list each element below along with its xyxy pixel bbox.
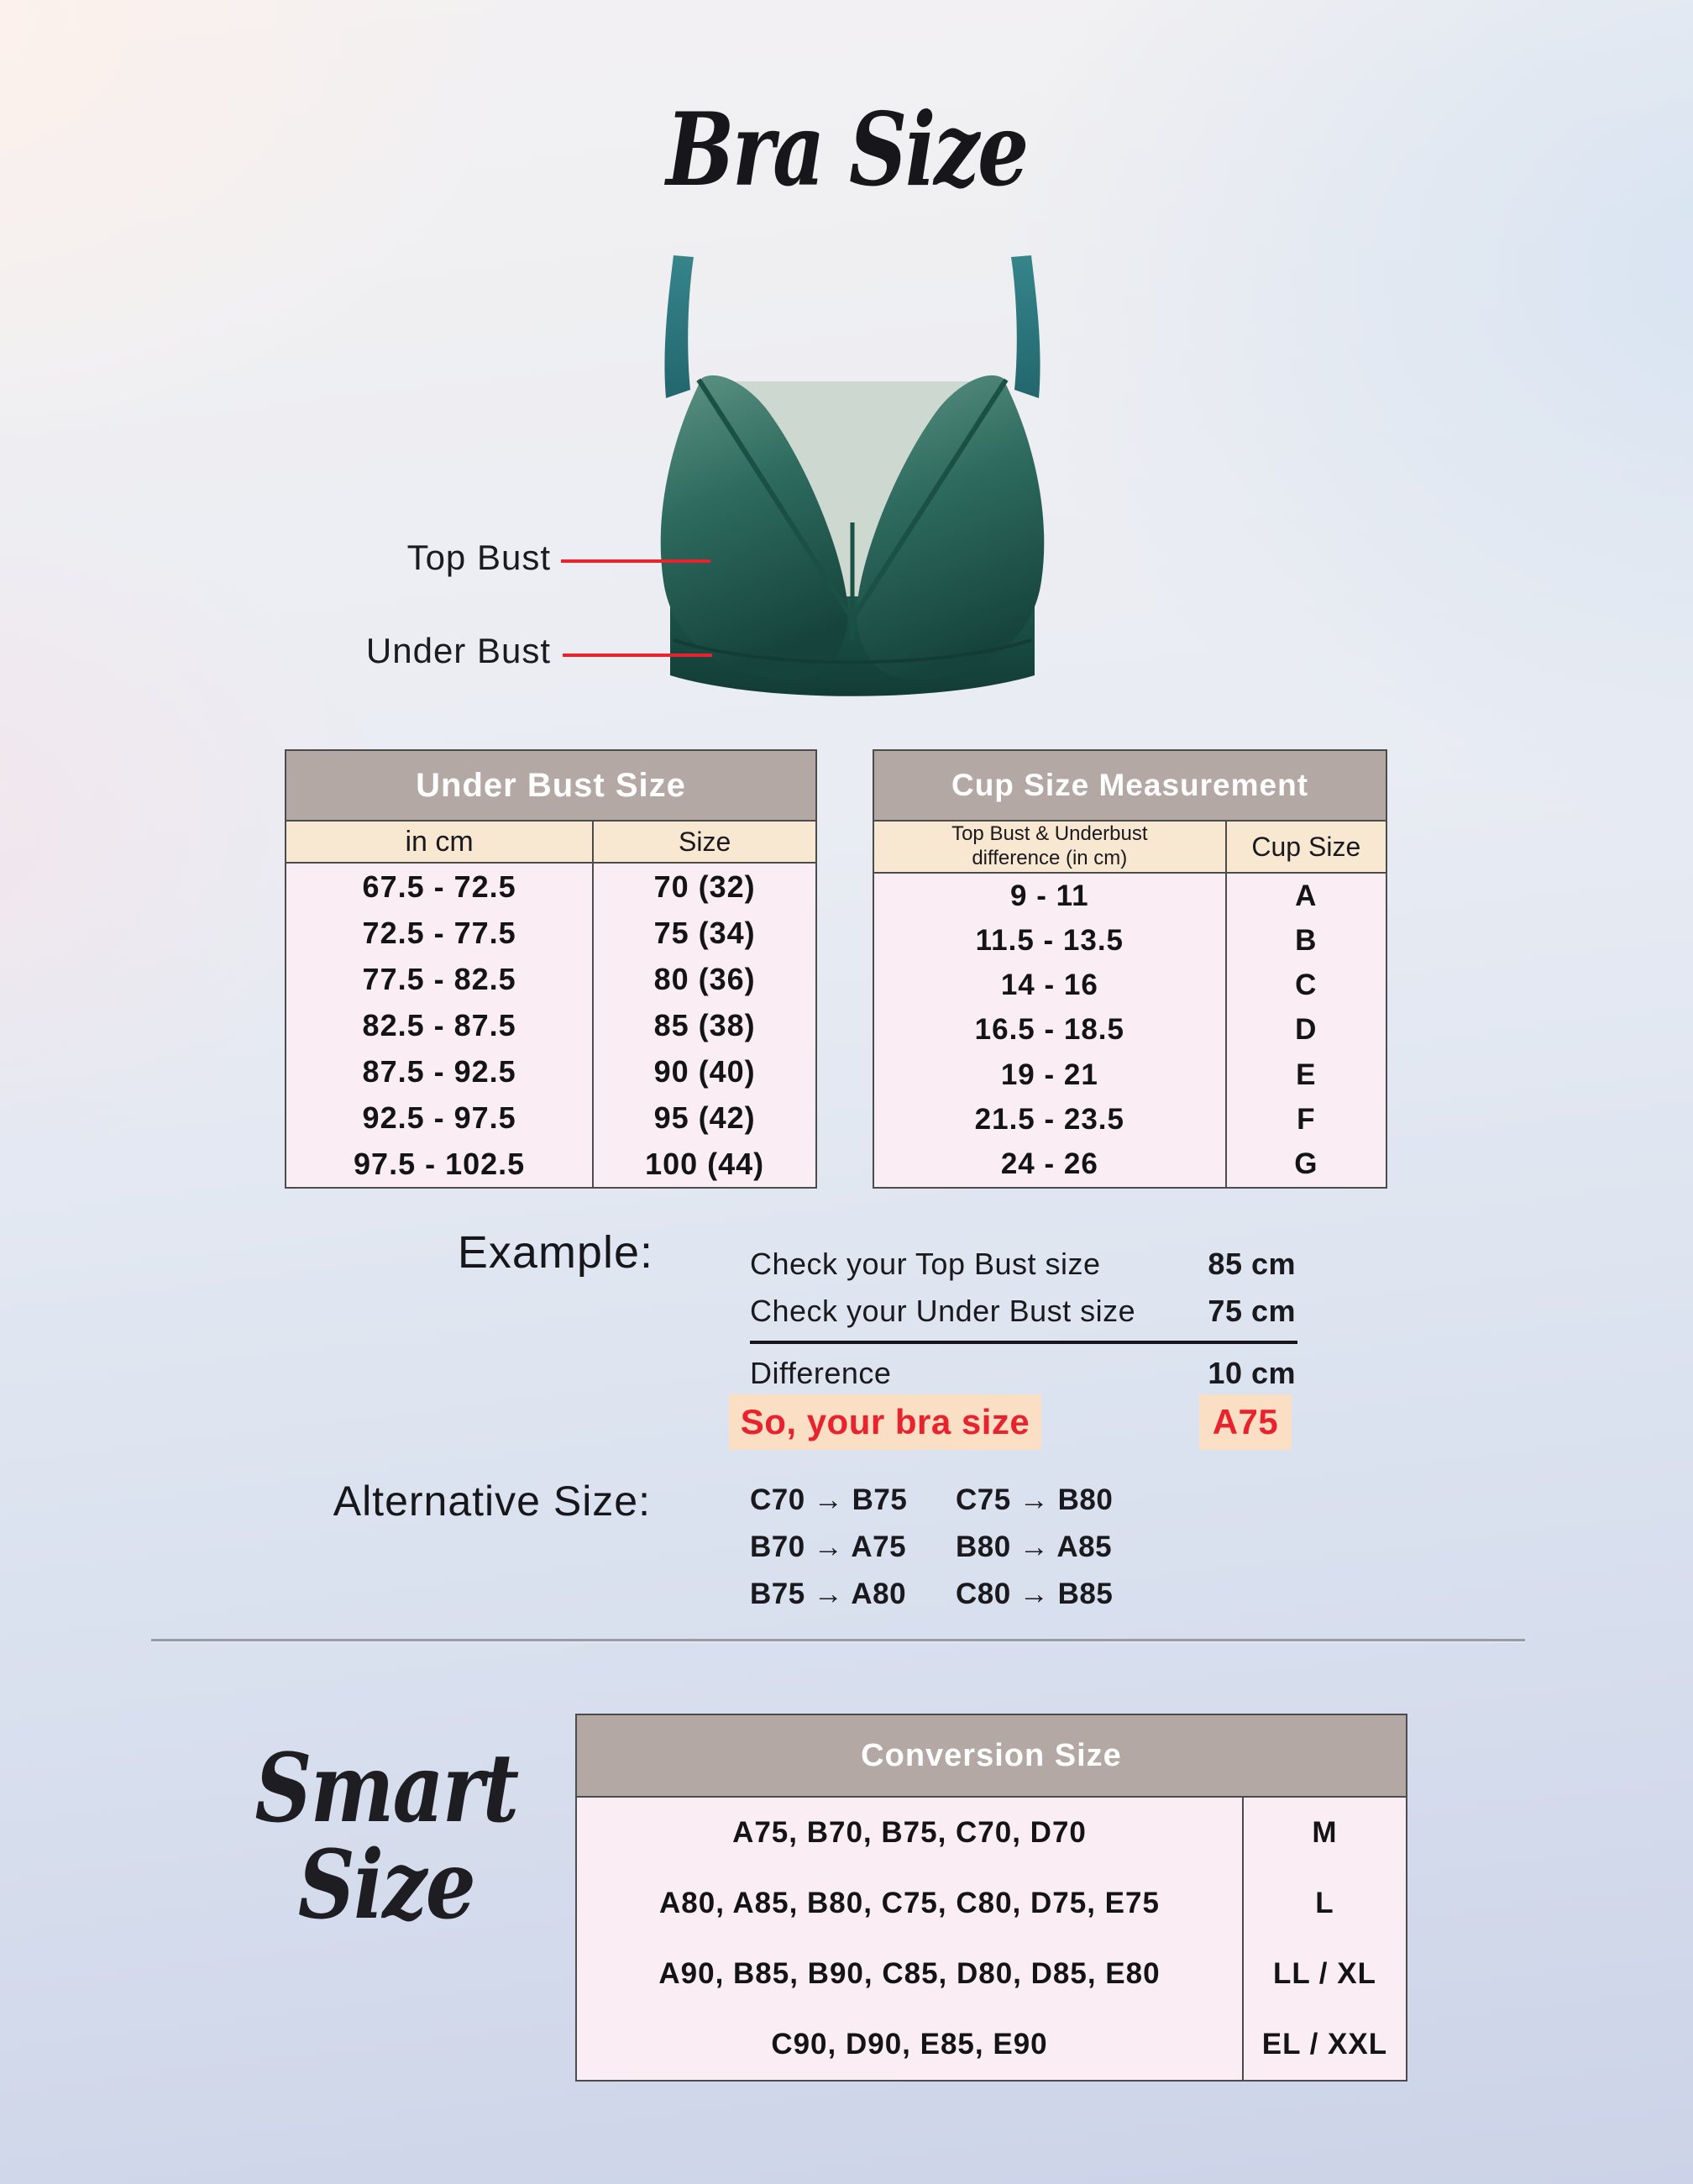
- table-cell: A80, A85, B80, C75, C80, D75, E75: [659, 1887, 1160, 1919]
- cup-size-table-title: Cup Size Measurement: [874, 751, 1386, 822]
- table-cell: 21.5 - 23.5: [974, 1103, 1124, 1137]
- alternative-size-item: C80 → B85: [956, 1578, 1114, 1610]
- table-cell: 16.5 - 18.5: [974, 1013, 1124, 1047]
- example-result-value: A75: [1199, 1394, 1292, 1450]
- table-cell: 19 - 21: [1000, 1058, 1098, 1091]
- table-cell: 85 (38): [653, 1007, 756, 1042]
- alternative-size-column-2: [956, 1477, 1113, 1618]
- example-row-top-bust: [750, 1247, 1296, 1282]
- cup-size-table-subheader: [874, 822, 1386, 874]
- table-cell: 9 - 11: [1010, 879, 1089, 912]
- cup-size-table-body: [874, 874, 1386, 1187]
- column-header-size: Size: [678, 826, 731, 857]
- table-cell: EL / XXL: [1261, 2028, 1388, 2061]
- alternative-size-item: C75 → B80: [956, 1483, 1114, 1516]
- example-row-difference: [750, 1356, 1296, 1391]
- example-row-value: 85 cm: [1208, 1247, 1296, 1281]
- under-bust-table-body: [286, 864, 815, 1187]
- column-header-cup-size: Cup Size: [1251, 831, 1361, 862]
- conversion-table-body: [577, 1798, 1406, 2080]
- alternative-size-label: Alternative Size:: [333, 1478, 651, 1525]
- table-cell: B: [1295, 923, 1318, 957]
- cup-difference-column: [874, 874, 1227, 1187]
- table-cell: 95 (42): [653, 1100, 756, 1135]
- table-cell: M: [1312, 1816, 1338, 1849]
- table-cell: LL / XL: [1272, 1957, 1376, 1990]
- table-cell: C90, D90, E85, E90: [771, 2028, 1048, 2061]
- table-cell: 100 (44): [645, 1146, 765, 1181]
- table-cell: 67.5 - 72.5: [362, 869, 516, 904]
- table-cell: A75, B70, B75, C70, D70: [732, 1816, 1087, 1849]
- top-bust-label: Top Bust: [406, 538, 551, 577]
- example-row-label: Difference: [750, 1356, 892, 1390]
- table-cell: A90, B85, B90, C85, D80, D85, E80: [658, 1957, 1161, 1990]
- example-row-label: Check your Top Bust size: [750, 1247, 1101, 1281]
- table-cell: 87.5 - 92.5: [362, 1053, 516, 1089]
- page-title: Bra Size: [666, 91, 1027, 209]
- under-bust-table-subheader: [286, 822, 815, 864]
- alternative-size-column-1: [750, 1477, 907, 1618]
- example-row-value: 75 cm: [1208, 1294, 1296, 1328]
- example-sum-rule: [750, 1341, 1297, 1344]
- table-cell: 90 (40): [653, 1053, 756, 1089]
- alternative-size-item: C70 → B75: [750, 1483, 908, 1516]
- under-bust-table-title: Under Bust Size: [286, 751, 815, 822]
- table-cell: 80 (36): [653, 961, 756, 996]
- table-cell: 70 (32): [653, 869, 756, 904]
- example-label: Example:: [457, 1227, 653, 1278]
- table-cell: E: [1296, 1058, 1317, 1091]
- bra-illustration-icon: [621, 245, 1083, 707]
- under-bust-cm-column: [286, 864, 594, 1187]
- cup-letter-column: [1227, 874, 1386, 1187]
- table-cell: 97.5 - 102.5: [354, 1146, 526, 1181]
- table-cell: 75 (34): [653, 915, 756, 950]
- example-row-under-bust: [750, 1294, 1296, 1329]
- column-header-difference: Top Bust & Underbust difference (in cm): [874, 822, 1227, 872]
- conversion-table-title: Conversion Size: [577, 1715, 1406, 1798]
- alternative-size-item: B75 → A80: [750, 1578, 907, 1610]
- alternative-size-item: B80 → A85: [956, 1530, 1113, 1563]
- table-cell: G: [1294, 1147, 1318, 1181]
- table-cell: F: [1297, 1103, 1316, 1137]
- table-cell: L: [1315, 1887, 1334, 1919]
- under-bust-size-column: [594, 864, 815, 1187]
- column-header-in-cm: in cm: [286, 822, 594, 862]
- example-result-label: So, your bra size: [729, 1394, 1041, 1450]
- table-cell: 72.5 - 77.5: [362, 915, 516, 950]
- table-cell: A: [1295, 879, 1318, 912]
- conversion-sizes-column: [577, 1798, 1244, 2080]
- table-cell: 24 - 26: [1000, 1147, 1098, 1181]
- table-cell: C: [1295, 969, 1318, 1002]
- table-cell: 82.5 - 87.5: [362, 1007, 516, 1042]
- table-cell: 77.5 - 82.5: [362, 961, 516, 996]
- cup-size-table: [873, 749, 1387, 1189]
- table-cell: 14 - 16: [1000, 969, 1098, 1002]
- smart-size-title: Smart Size: [254, 1734, 518, 1941]
- example-row-value: 10 cm: [1208, 1356, 1296, 1390]
- under-bust-pointer-line: [563, 654, 712, 657]
- section-divider: [151, 1639, 1525, 1643]
- under-bust-label: Under Bust: [365, 631, 551, 670]
- under-bust-size-table: [285, 749, 817, 1189]
- table-cell: 11.5 - 13.5: [975, 923, 1124, 957]
- table-cell: 92.5 - 97.5: [362, 1100, 516, 1135]
- conversion-labels-column: [1244, 1798, 1406, 2080]
- table-cell: D: [1295, 1013, 1318, 1047]
- conversion-size-table: [575, 1714, 1407, 2082]
- top-bust-pointer-line: [561, 559, 710, 563]
- example-row-label: Check your Under Bust size: [750, 1294, 1136, 1328]
- alternative-size-item: B70 → A75: [750, 1530, 907, 1563]
